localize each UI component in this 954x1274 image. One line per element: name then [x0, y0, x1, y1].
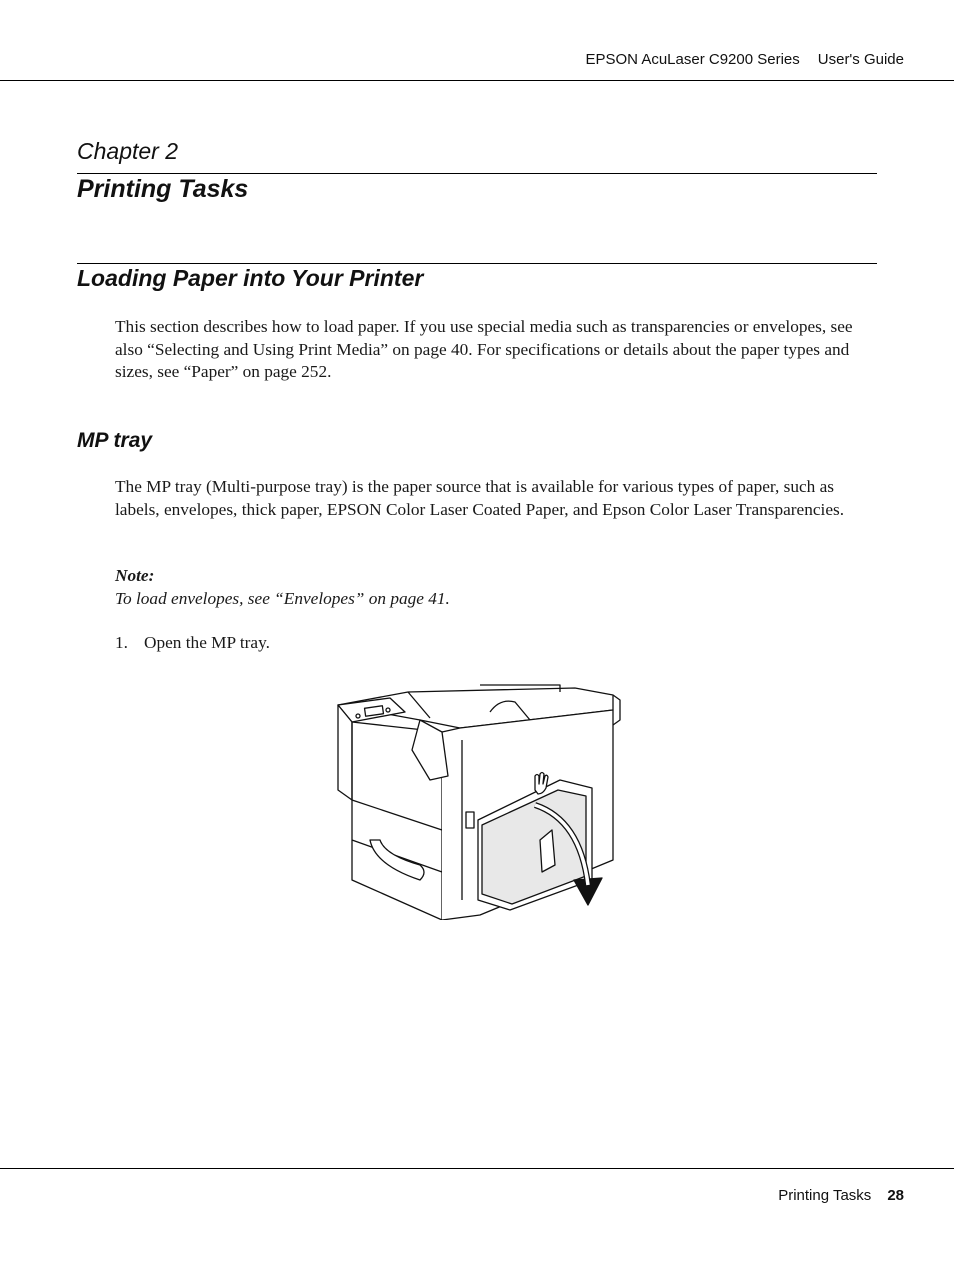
chapter-rule [77, 173, 877, 174]
chapter-label: Chapter 2 [77, 138, 179, 164]
section-title: Loading Paper into Your Printer [77, 265, 424, 291]
step-text: Open the MP tray. [144, 633, 270, 652]
step-item [115, 633, 270, 653]
section-paragraph: This section describes how to load paper. If you use special media such as transparencies or envelopes, see also “Selecting and Using Print Media” on page 40. For specifications or details about the paper types and sizes, see “Paper” on page 252. [115, 317, 853, 382]
running-footer [778, 1187, 904, 1204]
subsection-paragraph: The MP tray (Multi-purpose tray) is the paper source that is available for various types of paper, such as labels, envelopes, thick paper, EPSON Color Laser Coated Paper, and Epson Color Laser Transparencies. [115, 477, 845, 519]
chapter-title: Printing Tasks [77, 175, 249, 203]
section-rule [77, 263, 877, 264]
subsection-title: MP tray [77, 429, 153, 452]
printer-illustration [330, 680, 630, 920]
note-label: Note: [115, 566, 155, 585]
note-text: To load envelopes, see “Envelopes” on page 41. [115, 589, 450, 608]
header-guide: User's Guide [817, 51, 904, 68]
header-rule [0, 80, 954, 81]
footer-section: Printing Tasks [778, 1187, 872, 1204]
step-number: 1. [115, 633, 128, 652]
footer-rule [0, 1168, 954, 1169]
running-header [585, 51, 904, 68]
header-product: EPSON AcuLaser C9200 Series [585, 51, 800, 68]
page-number: 28 [887, 1187, 904, 1204]
